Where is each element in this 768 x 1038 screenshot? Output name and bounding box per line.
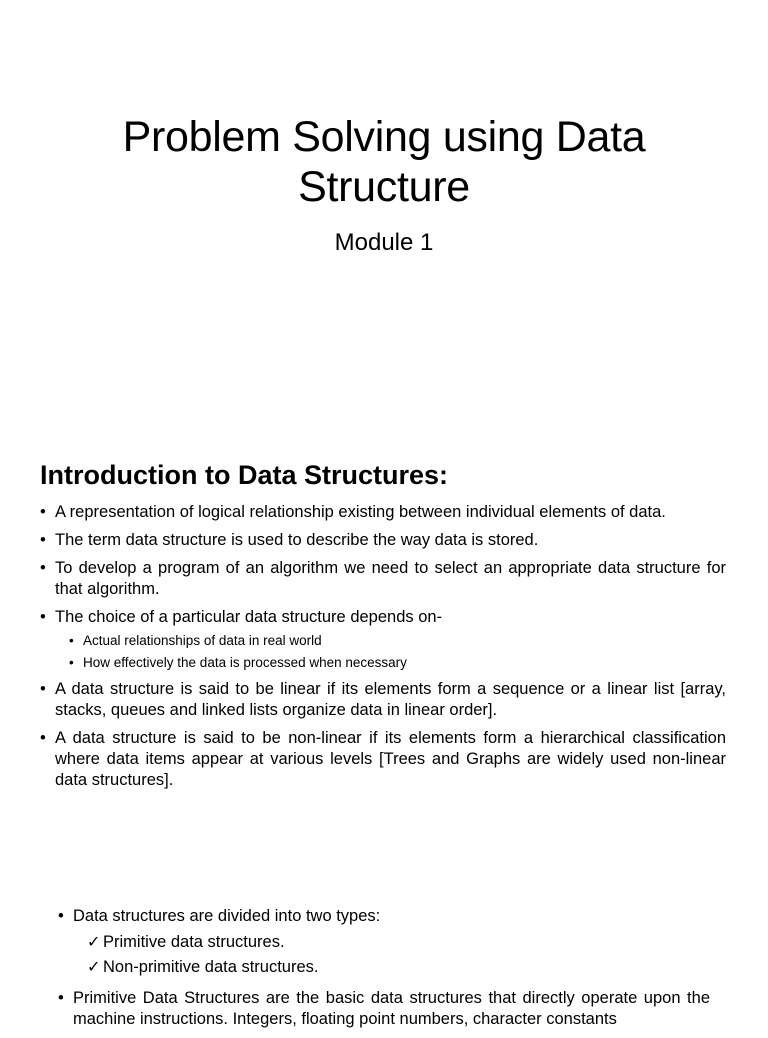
check-item (87, 930, 710, 955)
bullet-item: • A data structure is said to be non-linear if its elements form a hierarchical classification where data items appear at various levels [Trees and Graphs are widely used non-linear data structures]. (40, 728, 726, 791)
introduction-slide (0, 430, 768, 870)
bullet-list (40, 502, 726, 798)
check-item-text: Non-primitive data structures. (103, 958, 319, 976)
check-list (73, 930, 710, 980)
sub-bullet-item: • Actual relationships of data in real world (69, 631, 726, 650)
bullet-item-with-subitems (58, 906, 710, 980)
checkmark-icon: ✓ (87, 934, 101, 951)
types-slide (0, 870, 768, 1028)
bullet-item-text: The choice of a particular data structure depends on- (55, 608, 443, 626)
bullet-item-with-subitems (40, 607, 726, 672)
bullet-item: • Primitive Data Structures are the basic data structures that directly operate upon the machine instructions. Integers, floating point numbers, character constants (58, 988, 710, 1030)
bullet-item: • The term data structure is used to describe the way data is stored. (40, 530, 726, 551)
sub-bullet-item: • How effectively the data is processed when necessary (69, 653, 726, 672)
check-item-text: Primitive data structures. (103, 933, 285, 951)
bullet-list (58, 906, 710, 1038)
checkmark-icon: ✓ (87, 959, 101, 976)
title-slide (0, 0, 768, 430)
slide-subtitle: Module 1 (334, 229, 434, 256)
bullet-item: • A representation of logical relationship existing between individual elements of data. (40, 502, 726, 523)
slide-title: Problem Solving using Data Structure (122, 113, 646, 211)
sub-bullet-list (55, 631, 726, 672)
check-item (87, 955, 710, 980)
bullet-item: • To develop a program of an algorithm we need to select an appropriate data structure for that algorithm. (40, 558, 726, 600)
slide-heading: Introduction to Data Structures: (40, 460, 449, 490)
bullet-item-text: Data structures are divided into two types: (73, 907, 381, 925)
bullet-item: • A data structure is said to be linear if its elements form a sequence or a linear list [array, stacks, queues and linked lists organize data in linear order]. (40, 679, 726, 721)
